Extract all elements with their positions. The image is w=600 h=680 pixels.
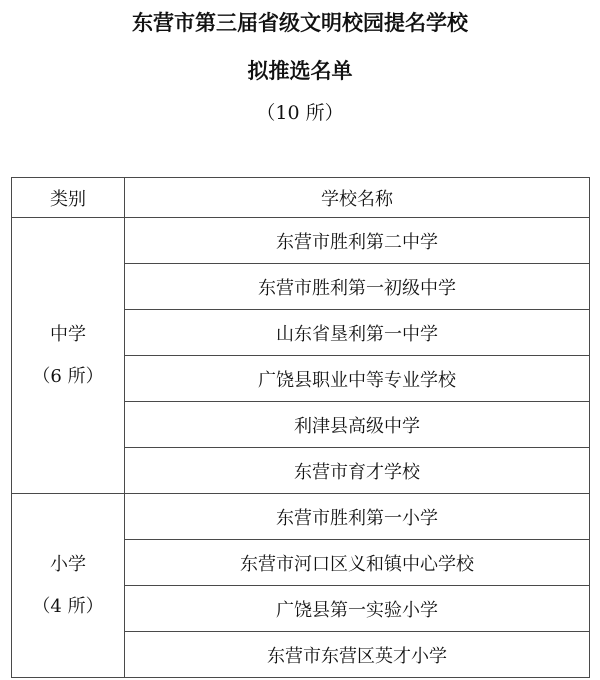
category-count: （6 所） (32, 365, 104, 387)
category-name: 小学 (50, 553, 86, 575)
school-name-cell: 广饶县第一实验小学 (125, 586, 590, 632)
document-title-line-2: 拟推选名单 (247, 58, 353, 83)
category-cell-middle-school (12, 218, 125, 494)
school-name-cell: 广饶县职业中等专业学校 (125, 356, 590, 402)
school-name-cell: 东营市育才学校 (125, 448, 590, 494)
school-name-cell: 利津县高级中学 (125, 402, 590, 448)
school-name-cell: 东营市河口区义和镇中心学校 (125, 540, 590, 586)
document-title: 东营市第三届省级文明校园提名学校 (132, 10, 468, 35)
table-row (12, 494, 590, 540)
school-name-cell: 东营市胜利第一初级中学 (125, 264, 590, 310)
header-category: 类别 (12, 178, 125, 218)
school-list-table (11, 177, 590, 678)
category-cell-primary-school (12, 494, 125, 678)
school-name-cell: 东营市东营区英才小学 (125, 632, 590, 678)
category-count: （4 所） (32, 595, 104, 617)
school-name-cell: 山东省垦利第一中学 (125, 310, 590, 356)
table-row (12, 218, 590, 264)
header-school-name: 学校名称 (125, 178, 590, 218)
document-subtitle: （10 所） (256, 102, 344, 124)
school-name-cell: 东营市胜利第一小学 (125, 494, 590, 540)
table-header-row (12, 178, 590, 218)
school-name-cell: 东营市胜利第二中学 (125, 218, 590, 264)
category-name: 中学 (50, 323, 86, 345)
